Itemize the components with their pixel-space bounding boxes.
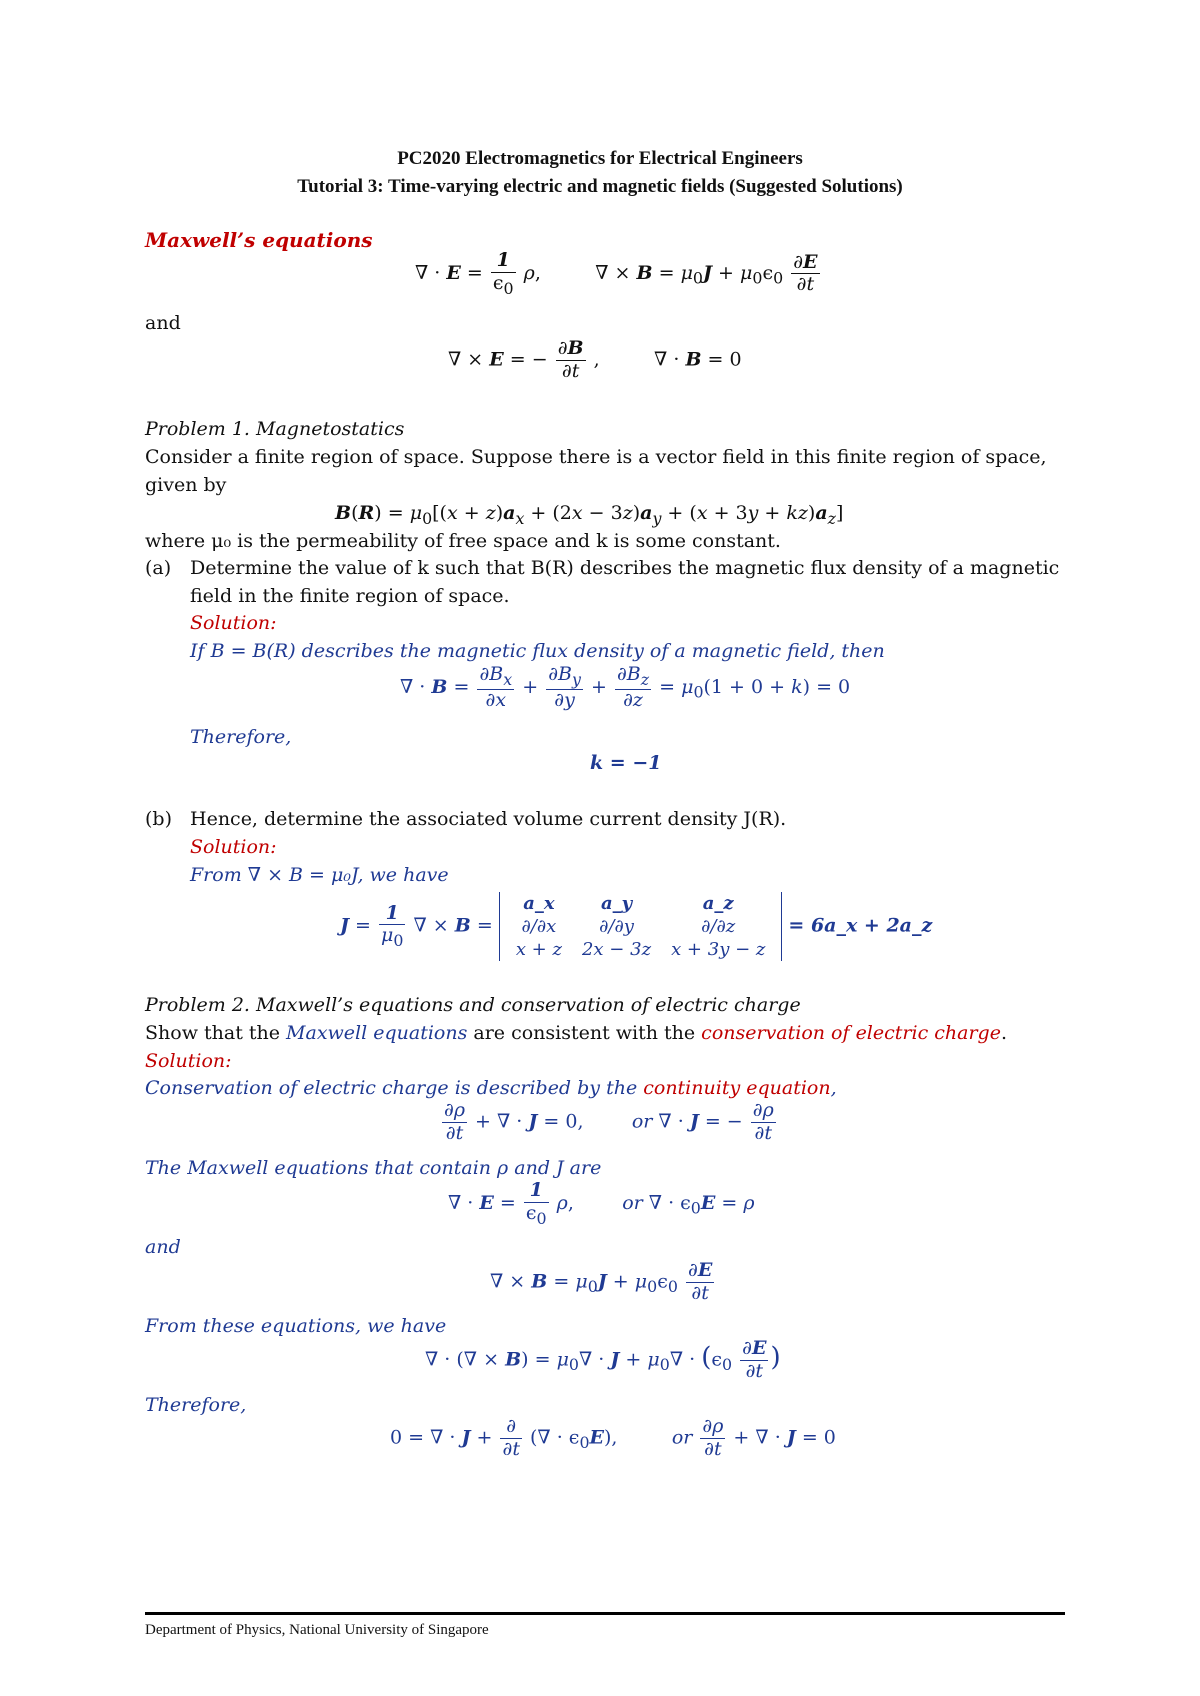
part-a-line2: field in the finite region of space. [190, 585, 510, 607]
problem2-solution-label: Solution: [145, 1050, 232, 1072]
part-b-text: Hence, determine the associated volume current density J(R). [190, 808, 787, 830]
problem2-therefore: Therefore, [145, 1394, 247, 1416]
maxwell-heading: Maxwell’s equations [145, 228, 373, 252]
det-cell: ∂/∂z [701, 916, 736, 937]
problem1-statement-line2: given by [145, 474, 227, 496]
part-b-label: (b) [145, 808, 172, 830]
det-cell: x + z [515, 939, 562, 960]
part-a-divergence-equation: ∇ · B = $\frac{\partial B_x}{\partial x}$ + $\frac{\partial B_y}{\partial y}$ + $\frac{\partial B_z}{\partial z}$ = $\mu_0(1 + 0 + k) = 0$ [400, 663, 851, 711]
det-cell: ∂/∂y [599, 916, 634, 937]
part-a-result: k = −1 [590, 752, 662, 774]
problem2-line1 [145, 1077, 837, 1099]
part-a-label: (a) [145, 557, 172, 579]
problem2-line1-continuity: continuity equation [643, 1077, 831, 1099]
part-a-solution-line1: If B = B(R) describes the magnetic flux density of a magnetic field, then [190, 640, 885, 662]
divergence-of-curl-equation: ∇ · (∇ × $B) = \mu_0\nabla \cdot J + \mu_0\nabla \cdot (\epsilon_0$ $\frac{\partial E}{\partial t}$ ) [425, 1337, 781, 1382]
det-cell: a_y [600, 893, 633, 914]
det-cell: 2x − 3z [581, 939, 652, 960]
problem2-line1-pre: Conservation of electric charge is described by the [145, 1077, 644, 1099]
problem1-where-text: where μ₀ is the permeability of free space and k is some constant. [145, 530, 781, 552]
problem2-heading: Problem 2. Maxwell’s equations and conservation of electric charge [145, 994, 801, 1016]
course-title: PC2020 Electromagnetics for Electrical Engineers [397, 148, 803, 169]
problem1-field-equation: $B(R) = \mu_0[(x + z)a_x + (2x - 3z)a_y + (x + 3y + kz)a_z]$ [335, 502, 844, 528]
problem2-line1-end: , [830, 1077, 837, 1099]
problem2-statement [145, 1022, 1007, 1044]
problem2-line3: From these equations, we have [145, 1315, 447, 1337]
gauss-law-equation: ∇ · E = $\frac{1}{\epsilon_0}$ ρ, or ∇ · $\epsilon_0E = \rho$ [448, 1179, 755, 1228]
part-b-result: = 6a_x + 2a_z [788, 914, 933, 937]
problem1-statement-line1: Consider a finite region of space. Suppose there is a vector field in this finite region of space, [145, 446, 1047, 468]
det-cell: ∂/∂x [521, 916, 557, 937]
problem2-line2: The Maxwell equations that contain ρ and J are [145, 1157, 602, 1179]
problem1-heading: Problem 1. Magnetostatics [145, 418, 405, 440]
tutorial-title: Tutorial 3: Time-varying electric and magnetic fields (Suggested Solutions) [297, 176, 903, 197]
final-continuity-equation: 0 = ∇ · J + $\frac{\partial}{\partial t}$ (∇ · $\epsilon_0E$), or $\frac{\partial\rho}{\partial t}$ + ∇ · J = 0 [390, 1415, 836, 1460]
part-b-curl-equation: J = $\frac{1}{\mu_0}$ ∇ × B = a_x a_y a_z ∂/∂x ∂/∂y ∂/∂z x + z 2x − 3z x + 3y − z = 6a_x + 2a_z [340, 893, 933, 960]
problem2-statement-mid: are consistent with the [467, 1022, 702, 1044]
problem2-and: and [145, 1236, 181, 1258]
ampere-maxwell-equation: ∇ × $B = \mu_0J + \mu_0\epsilon_0$ $\frac{\partial E}{\partial t}$ [490, 1259, 713, 1304]
det-cell: x + 3y − z [671, 939, 766, 960]
maxwell-equation-faraday-gauss: ∇ × E = − $\frac{\partial B}{\partial t}$ , ∇ · B = 0 [448, 337, 742, 382]
part-a-therefore: Therefore, [190, 726, 292, 748]
part-a-solution-label: Solution: [190, 612, 277, 634]
maxwell-equation-gauss-ampere: ∇ · E = $\frac{1}{\epsilon_0}$ ρ, ∇ × $B = \mu_0J + \mu_0\epsilon_0$ $\frac{\partial E}{\partial t}$ [415, 249, 818, 298]
footer-divider [145, 1612, 1065, 1615]
part-b-solution-label: Solution: [190, 836, 277, 858]
det-cell: a_x [523, 893, 555, 914]
continuity-equation: $\frac{\partial\rho}{\partial t}$ + ∇ · J = 0, or ∇ · J = − $\frac{\partial\rho}{\partial t}$ [444, 1099, 774, 1144]
part-b-solution-line1: From ∇ × B = μ₀J, we have [190, 864, 449, 886]
part-a-line1: Determine the value of k such that B(R) describes the magnetic flux density of a magnetic [190, 557, 1060, 579]
problem2-statement-conservation: conservation of electric charge [701, 1022, 1001, 1044]
curl-determinant [499, 892, 783, 961]
problem2-statement-maxwell: Maxwell equations [286, 1022, 468, 1044]
maxwell-and: and [145, 312, 181, 334]
problem2-statement-end: . [1000, 1022, 1007, 1044]
footer-text: Department of Physics, National University of Singapore [145, 1622, 489, 1638]
det-cell: a_z [702, 893, 734, 914]
problem2-statement-pre: Show that the [145, 1022, 287, 1044]
